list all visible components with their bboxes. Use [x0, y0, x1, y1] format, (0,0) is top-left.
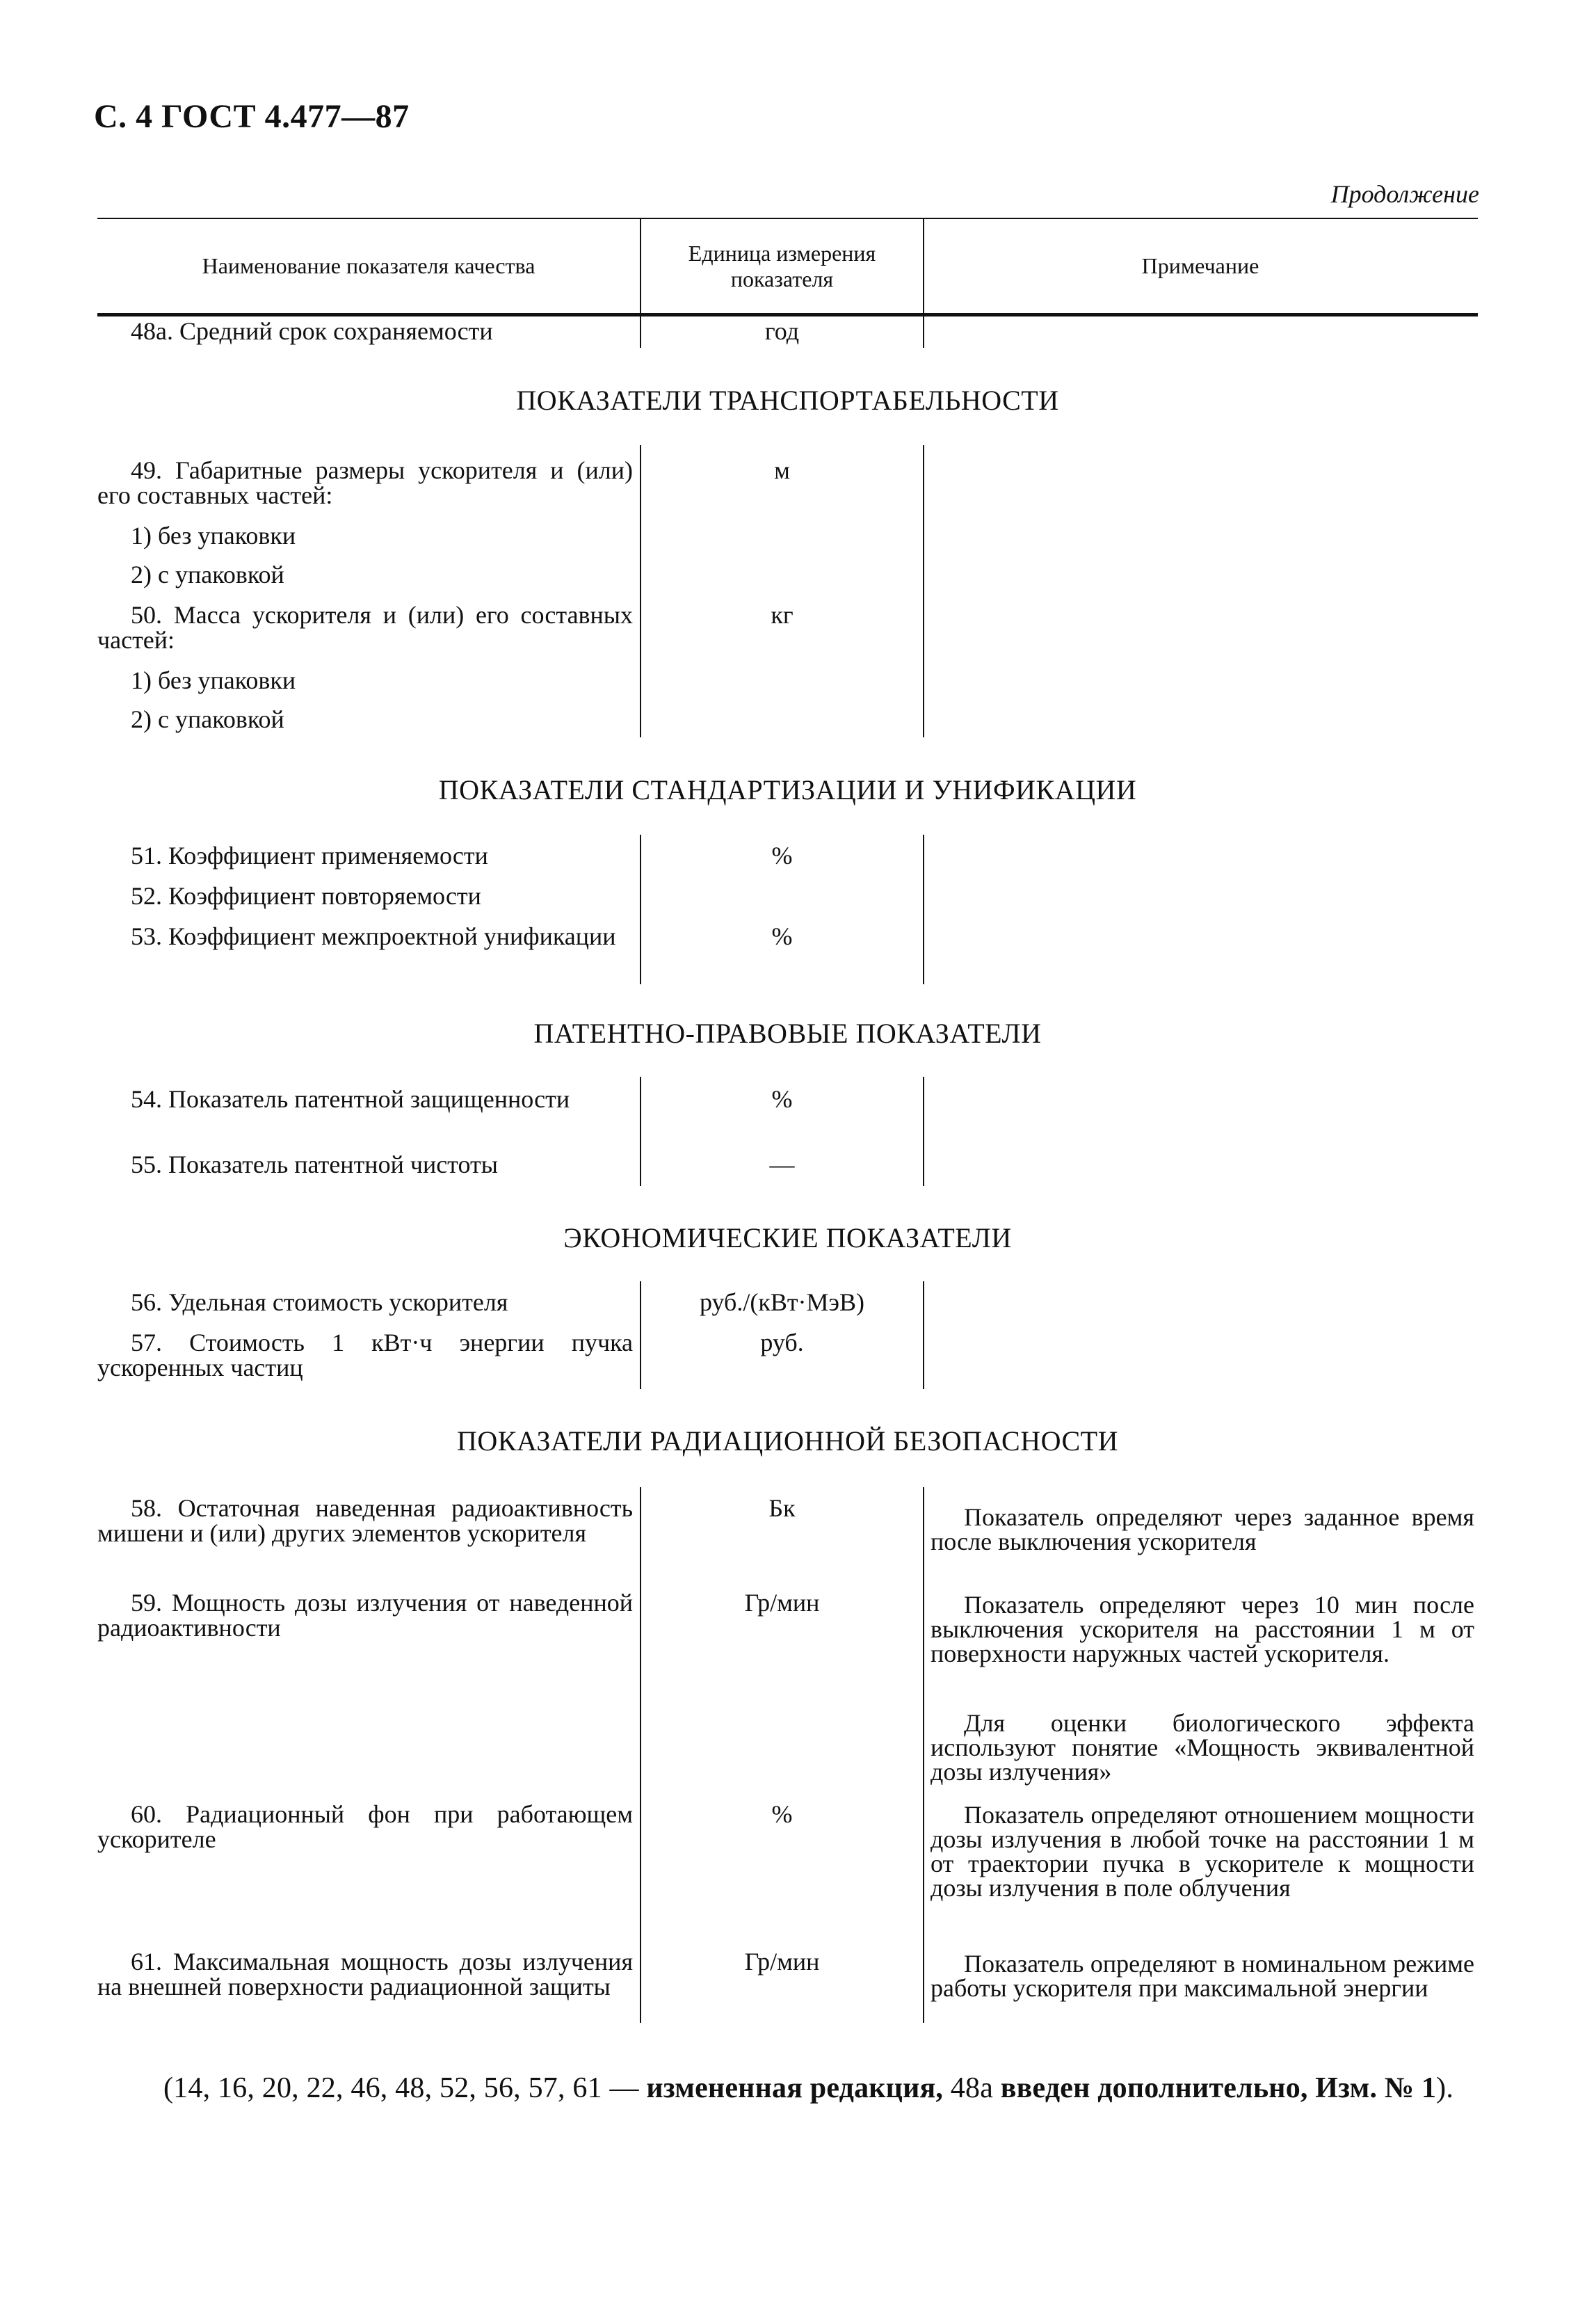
row-49-sub2: 2) с упаковкой	[131, 561, 284, 588]
column-divider	[923, 1281, 924, 1389]
continuation-label: Продолжение	[1330, 180, 1479, 208]
section-heading-patent: ПАТЕНТНО-ПРАВОВЫЕ ПОКАЗАТЕЛИ	[533, 1018, 1042, 1049]
row-55-name: 55. Показатель патентной чистоты	[131, 1151, 498, 1178]
column-header-unit: Единица измерения показателя	[640, 219, 924, 313]
table-header	[97, 218, 1478, 316]
row-57-name: 57. Стоимость 1 кВт·ч энергии пучка ускоренных частиц	[97, 1329, 633, 1381]
column-header-name: Наименование показателя качества	[202, 253, 535, 279]
row-58-note: Показатель определяют через заданное время после выключения ускорителя	[931, 1503, 1474, 1555]
row-61-note: Показатель определяют в номинальном режиме работы ускорителя при максимальной энергии	[931, 1950, 1474, 2002]
row-54-name: 54. Показатель патентной защищенности	[131, 1085, 570, 1113]
column-divider	[923, 835, 924, 984]
row-51-unit: %	[771, 842, 793, 870]
row-56-name: 56. Удельная стоимость ускорителя	[131, 1288, 508, 1316]
row-50-sub2: 2) с упаковкой	[131, 705, 284, 733]
amendment-note	[163, 2071, 1453, 2105]
row-59-note: Показатель определяют через 10 мин после выключения ускорителя на расстоянии 1 м от поверхности наружных частей ускорителя.	[931, 1591, 1474, 1667]
row-56-unit: руб./(кВт·МэВ)	[699, 1288, 865, 1316]
amendment-note-items: (14, 16, 20, 22, 46, 48, 52, 56, 57, 61 —	[163, 2072, 647, 2104]
column-divider	[923, 313, 924, 348]
row-50-name: 50. Масса ускорителя и (или) его составных частей:	[97, 601, 633, 654]
row-57-unit: руб.	[760, 1329, 804, 1356]
column-divider	[640, 1487, 641, 2023]
row-58-name: 58. Остаточная наведенная радиоактивность мишени и (или) других элементов ускорителя	[97, 1494, 633, 1547]
row-60-name: 60. Радиационный фон при работающем ускорителе	[97, 1800, 633, 1853]
amendment-note-added: введен дополнительно, Изм. № 1	[1000, 2072, 1437, 2104]
column-divider	[923, 1487, 924, 2023]
row-48a-unit: год	[764, 317, 800, 345]
row-53-unit: %	[771, 922, 793, 950]
column-divider	[640, 445, 641, 737]
section-heading-standardization: ПОКАЗАТЕЛИ СТАНДАРТИЗАЦИИ И УНИФИКАЦИИ	[438, 774, 1137, 806]
amendment-note-close: ).	[1436, 2072, 1454, 2104]
row-60-unit: %	[771, 1800, 793, 1828]
row-49-name: 49. Габаритные размеры ускорителя и (или) его составных частей:	[97, 456, 633, 509]
row-61-unit: Гр/мин	[744, 1948, 820, 1976]
row-59-name: 59. Мощность дозы излучения от наведенной радиоактивности	[97, 1589, 633, 1642]
row-49-unit: м	[774, 456, 790, 484]
row-60-note: Показатель определяют отношением мощности дозы излучения в любой точке на расстоянии 1 м от траектории пучка в ускорителе к мощности дозы излучения в поле облучения	[931, 1801, 1474, 1902]
row-59-note-2: Для оценки биологического эффекта используют понятие «Мощность эквивалентной дозы излучения»	[931, 1709, 1474, 1786]
row-49-sub1: 1) без упаковки	[131, 522, 296, 550]
row-54-unit: %	[771, 1085, 793, 1113]
column-header-note: Примечание	[1141, 253, 1259, 279]
amendment-note-item-48a: 48а	[943, 2072, 1001, 2104]
row-51-name: 51. Коэффициент применяемости	[131, 842, 488, 870]
row-58-unit: Бк	[768, 1494, 796, 1522]
row-48a-name: 48а. Средний срок сохраняемости	[131, 317, 493, 345]
page-reference: С. 4 ГОСТ 4.477—87	[94, 98, 410, 135]
row-52-name: 52. Коэффициент повторяемости	[131, 882, 481, 910]
row-53-name: 53. Коэффициент межпроектной унификации	[131, 922, 616, 950]
row-61-name: 61. Максимальная мощность дозы излучения на внешней поверхности радиационной защиты	[97, 1948, 633, 2001]
row-50-sub1: 1) без упаковки	[131, 666, 296, 694]
column-divider	[923, 1077, 924, 1186]
section-heading-radiation-safety: ПОКАЗАТЕЛИ РАДИАЦИОННОЙ БЕЗОПАСНОСТИ	[457, 1425, 1118, 1457]
section-heading-economic: ЭКОНОМИЧЕСКИЕ ПОКАЗАТЕЛИ	[563, 1222, 1012, 1253]
row-50-unit: кг	[771, 601, 794, 629]
column-divider	[923, 445, 924, 737]
section-heading-transport: ПОКАЗАТЕЛИ ТРАНСПОРТАБЕЛЬНОСТИ	[516, 385, 1059, 416]
row-55-unit: —	[769, 1151, 795, 1178]
row-59-unit: Гр/мин	[744, 1589, 820, 1617]
amendment-note-revised: измененная редакция,	[646, 2072, 944, 2104]
